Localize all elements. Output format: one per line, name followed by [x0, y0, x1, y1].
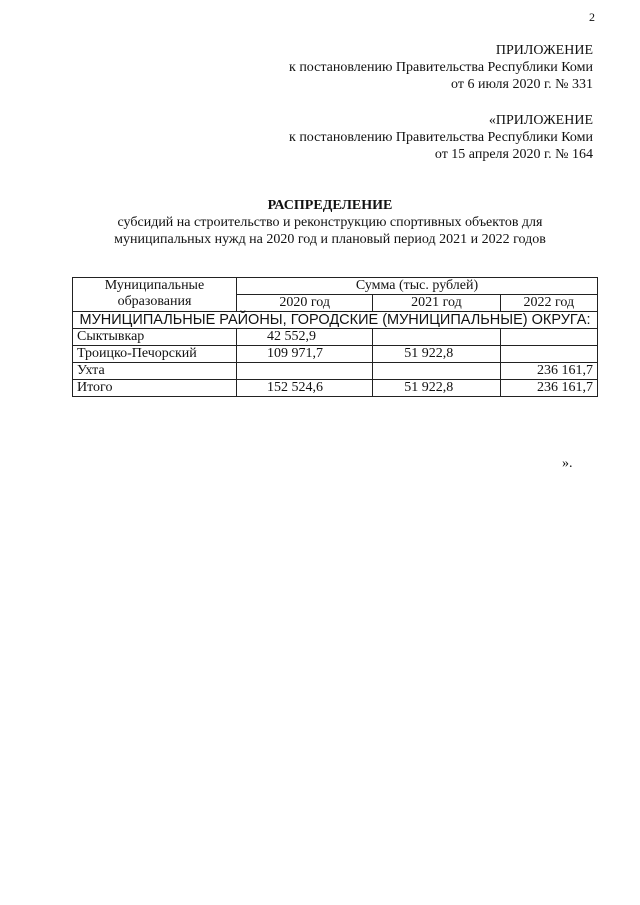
header-municipality-line1: Муниципальные [104, 278, 205, 293]
header-year-2020: 2020 год [237, 295, 373, 312]
header-sum: Сумма (тыс. рублей) [237, 278, 598, 295]
header-year-2021: 2021 год [373, 295, 500, 312]
section-heading: МУНИЦИПАЛЬНЫЕ РАЙОНЫ, ГОРОДСКИЕ (МУНИЦИПАЛЬНЫЕ) ОКРУГА: [73, 312, 598, 329]
table-row [73, 346, 598, 363]
document-subtitle-line2: муниципальных нужд на 2020 год и плановый период 2021 и 2022 годов [114, 232, 546, 247]
appendix-previous-line2: от 15 апреля 2020 г. № 164 [434, 147, 593, 162]
row-value-2021: 51 922,8 [373, 346, 500, 363]
total-name: Итого [73, 380, 237, 397]
row-name: Ухта [73, 363, 237, 380]
row-value-2020: 42 552,9 [237, 329, 373, 346]
appendix-previous-line1: к постановлению Правительства Республики Коми [289, 130, 593, 145]
section-row [73, 312, 598, 329]
table-total-row [73, 380, 598, 397]
appendix-current-heading: ПРИЛОЖЕНИЕ [495, 43, 593, 58]
document-title: РАСПРЕДЕЛЕНИЕ [267, 198, 393, 213]
subsidies-table [72, 277, 598, 397]
row-value-2022: 236 161,7 [500, 363, 597, 380]
row-name: Сыктывкар [73, 329, 237, 346]
row-value-2020: 109 971,7 [237, 346, 373, 363]
table-header-row [73, 278, 598, 295]
header-municipality [73, 278, 237, 312]
total-value-2021: 51 922,8 [373, 380, 500, 397]
closing-quote-mark: ». [562, 456, 573, 471]
appendix-previous-heading: «ПРИЛОЖЕНИЕ [488, 113, 593, 128]
header-year-2022: 2022 год [500, 295, 597, 312]
appendix-current [289, 42, 593, 93]
header-municipality-line2: образования [117, 294, 192, 309]
row-value-2021 [373, 363, 500, 380]
document-title-block [60, 197, 600, 248]
row-value-2021 [373, 329, 500, 346]
total-value-2020: 152 524,6 [237, 380, 373, 397]
document-subtitle-line1: субсидий на строительство и реконструкцию спортивных объектов для [117, 215, 543, 230]
row-name: Троицко-Печорский [73, 346, 237, 363]
page-number: 2 [589, 10, 595, 24]
appendix-current-line2: от 6 июля 2020 г. № 331 [451, 77, 593, 92]
row-value-2022 [500, 346, 597, 363]
row-value-2022 [500, 329, 597, 346]
appendix-previous [289, 112, 593, 163]
table-row [73, 329, 598, 346]
row-value-2020 [237, 363, 373, 380]
table-row [73, 363, 598, 380]
appendix-current-line1: к постановлению Правительства Республики Коми [289, 60, 593, 75]
total-value-2022: 236 161,7 [500, 380, 597, 397]
